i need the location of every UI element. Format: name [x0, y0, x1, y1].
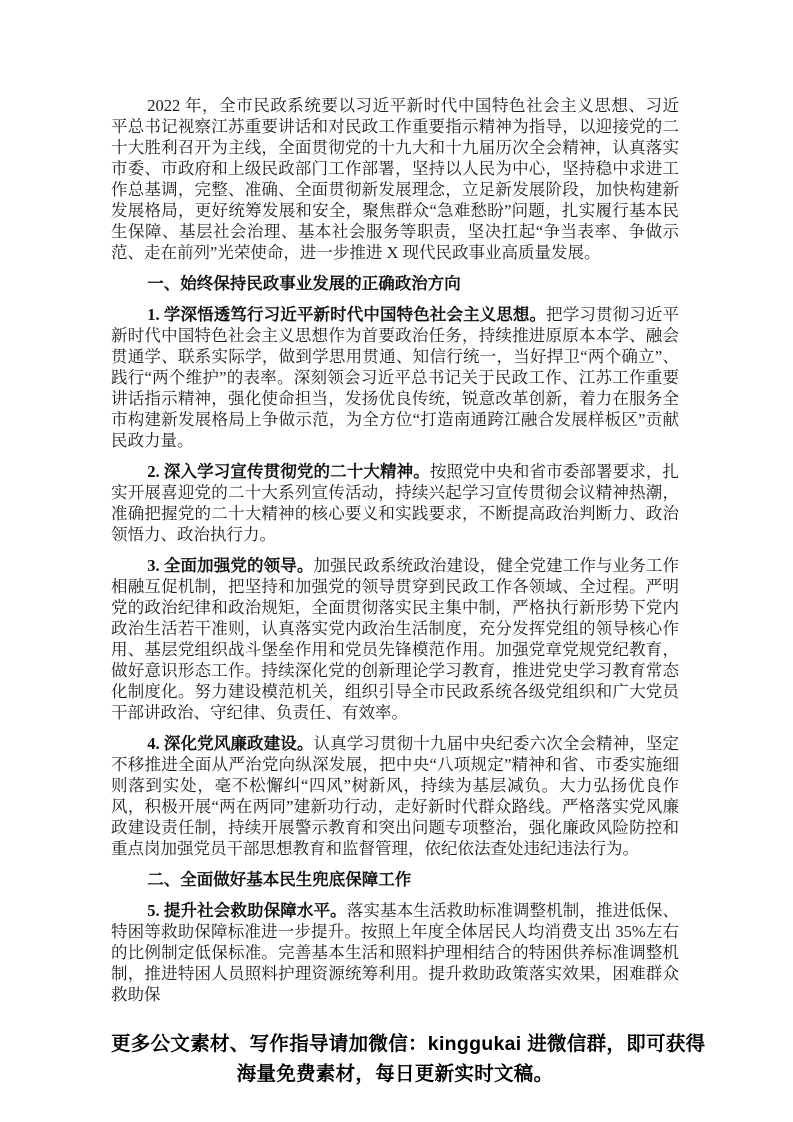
paragraph-2-body: 按照党中央和省市委部署要求，扎实开展喜迎党的二十大系列宣传活动，持续兴起学习宣传贯彻会议精神热潮，准确把握党的二十大精神的核心要义和实践要求，不断提高政治判断力、政治领悟力、政治执行力。: [111, 462, 680, 544]
paragraph-5-lead: 5. 提升社会救助保障水平。: [147, 901, 347, 920]
paragraph-4: [111, 733, 679, 859]
paragraph-5: [111, 900, 679, 1005]
paragraph-1-body: 把学习贯彻习近平新时代中国特色社会主义思想作为首要政治任务，持续推进原原本本学、融会贯通学、联系实际学，做到学思用贯通、知信行统一，当好捍卫“两个确立”、践行“两个维护”的表率。深刻领会习近平总书记关于民政工作、江苏工作重要讲话指示精神，强化使命担当，发扬优良传统，锐意改革创新，着力在服务全市构建新发展格局上争做示范，为全方位“打造南通跨江融合发展样板区”贡献民政力量。: [111, 305, 680, 450]
paragraph-1-lead: 1. 学深悟透笃行习近平新时代中国特色社会主义思想。: [147, 305, 547, 324]
section-2-heading: 二、全面做好基本民生兜底保障工作: [147, 870, 412, 889]
paragraph-4-body: 认真学习贯彻十九届中央纪委六次全会精神，坚定不移推进全面从严治党向纵深发展，把中央“八项规定”精神和省、市委实施细则落到实处，毫不松懈纠“四风”树新风，持续为基层减负。大力弘扬优良作风，积极开展“两在两同”建新功行动，走好新时代群众路线。严格落实党风廉政建设责任制，持续开展警示教育和突出问题专项整治，强化廉政风险防控和重点岗加强党员干部思想教育和监督管理，依纪依法查处违纪违法行为。: [111, 734, 680, 858]
paragraph-1: [111, 304, 679, 451]
paragraph-3: [111, 555, 679, 723]
paragraph-5-body: 落实基本生活救助标准调整机制，推进低保、特困等救助保障标准进一步提升。按照上年度全体居民人均消费支出 35%左右的比例制定低保标准。完善基本生活和照料护理相结合的特困供养标准调整机制，推进特困人员照料护理资源统筹利用。提升救助政策落实效果，困难群众救助保: [111, 901, 680, 1004]
paragraph-3-body: 加强民政系统政治建设，健全党建工作与业务工作相融互促机制，把坚持和加强党的领导贯穿到民政工作各领域、全过程。严明党的政治纪律和政治规矩，全面贯彻落实民主集中制，严格执行新形势下党内政治生活若干准则，认真落实党内政治生活制度，充分发挥党组的领导核心作用、基层党组织战斗堡垒作用和党员先锋模范作用。加强党章党规党纪教育，做好意识形态工作。持续深化党的创新理论学习教育，推进党史学习教育常态化制度化。努力建设模范机关，组织引导全市民政系统各级党组织和广大党员干部讲政治、守纪律、负责任、有效率。: [111, 556, 680, 722]
promo-footer-line2: 海量免费素材，每日更新实时文稿。: [236, 1063, 554, 1085]
section-1-heading: 一、始终保持民政事业发展的正确政治方向: [147, 274, 461, 293]
paragraph-2: [111, 461, 679, 545]
intro-paragraph: 2022 年，全市民政系统要以习近平新时代中国特色社会主义思想、习近平总书记视察江苏重要讲话和对民政工作重要指示精神为指导，以迎接党的二十大胜利召开为主线，全面贯彻党的十九大和十九届历次全会精神，认真落实市委、市政府和上级民政部门工作部署，坚持以人民为中心，坚持稳中求进工作总基调，完整、准确、全面贯彻新发展理念，立足新发展阶段，加快构建新发展格局，更好统筹发展和安全，聚焦群众“急难愁盼”问题，扎实履行基本民生保障、基层社会治理、基本社会服务等职责，坚决扛起“争当表率、争做示范、走在前列”光荣使命，进一步推进 X 现代民政事业高质量发展。: [111, 96, 679, 262]
paragraph-4-lead: 4. 深化党风廉政建设。: [147, 734, 314, 753]
promo-footer: [111, 1029, 706, 1089]
paragraph-2-lead: 2. 深入学习宣传贯彻党的二十大精神。: [147, 462, 430, 481]
promo-footer-line1: 更多公文素材、写作指导请加微信：kinggukai 进微信群，即可获得: [111, 1033, 706, 1055]
paragraph-3-lead: 3. 全面加强党的领导。: [147, 556, 314, 575]
